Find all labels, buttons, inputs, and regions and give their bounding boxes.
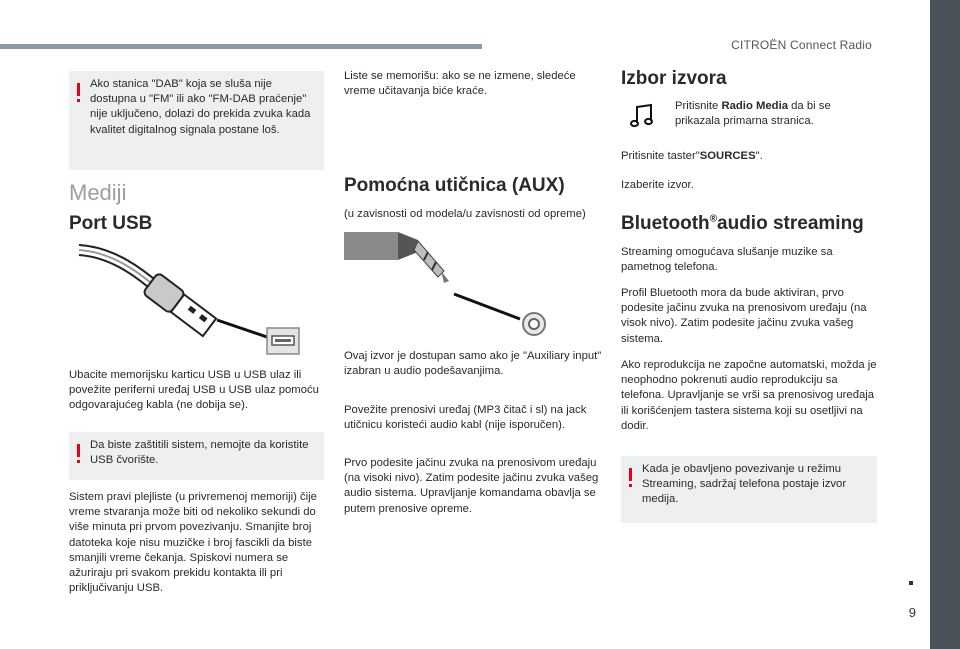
bt-playback: Ako reprodukcija ne započne automatski, možda je neophodno pokrenuti audio reprodukciju sa telefona. Upravljanje se vrši sa prenosivog uređaja ili korišćenjem tastera sistema koji su osetljivi na dodir. xyxy=(621,359,877,432)
bt-streaming: Streaming omogućava slušanje muzike sa pametnog telefona. xyxy=(621,246,833,274)
note-dab: Ako stanica "DAB" koja se sluša nije dostupna u "FM" ili ako "FM-DAB praćenje" nije uključeno, dolazi do prekida zvuka kada kvalitet digitalnog signala postane loš. xyxy=(69,71,324,170)
playlist-info: Sistem pravi plejliste (u privremenoj memoriji) čije vreme stvaranja može biti od nekoliko sekundi do više minuta pri prvom povezivanju. Smanjite broj datoteka koje nisu muzičke i broj fascikli da biste smanjili vreme čekanja. Spiskovi numera se ažuriraju pri svakom prekidu kontakta ili pri priključivanju USB. xyxy=(69,491,317,595)
usb-instructions: Ubacite memorijsku karticu USB u USB ulaz ili povežite periferni uređaj USB u USB ulaz pomoću odgovarajućeg kabla (ne dobija se). xyxy=(69,369,319,412)
exclamation-icon xyxy=(629,468,632,481)
jack-plug-icon xyxy=(344,226,554,341)
press-radio-media: Pritisnite Radio Media da bi se prikazala primarna stranica. xyxy=(675,100,831,128)
bt-profile: Profil Bluetooth mora da bude aktiviran, prvo podesite jačinu zvuka na prenosivom uređaju (na visok nivo). Zatim podesite jačinu zvuka vašeg sistema. xyxy=(621,287,867,345)
page-number: 9 xyxy=(908,605,916,620)
brand-header: CITROËN Connect Radio xyxy=(731,38,872,52)
choose-source: Izaberite izvor. xyxy=(621,179,694,191)
aux-volume: Prvo podesite jačinu zvuka na prenosivom uređaju (na visoki nivo). Zatim podesite jačinu zvuka vašeg audio sistema. Upravljanje komandama obavlja se putem prenosive opreme. xyxy=(344,457,599,515)
note-usb: Da biste zaštitili sistem, nemojte da koristite USB čvorište. xyxy=(69,432,324,480)
note-bt: Kada je obavljeno povezivanje u režimu Streaming, sadržaj telefona postaje izvor medija. xyxy=(621,456,877,523)
exclamation-icon xyxy=(77,83,80,96)
usb-plug-icon xyxy=(79,240,309,360)
bluetooth-title: Bluetooth®audio streaming xyxy=(621,213,864,234)
aux-connect: Povežite prenosivi uređaj (MP3 čitač i sl) na jack utičnicu koristeći audio kabl (nije isporučen). xyxy=(344,404,587,432)
continue-marker xyxy=(909,581,913,585)
press-sources: Pritisnite taster"SOURCES". xyxy=(621,150,763,162)
section-title: Mediji xyxy=(69,180,127,205)
source-title: Izbor izvora xyxy=(621,68,727,89)
usb-title: Port USB xyxy=(69,213,153,234)
aux-title: Pomoćna utičnica (AUX) xyxy=(344,175,565,196)
aux-availability: Ovaj izvor je dostupan samo ako je "Auxiliary input" izabran u audio podešavanjima. xyxy=(344,350,602,378)
exclamation-icon xyxy=(77,444,80,457)
aux-subtitle: (u zavisnosti od modela/u zavisnosti od opreme) xyxy=(344,208,586,220)
memory-info: Liste se memorišu: ako se ne izmene, sledeće vreme učitavanja biće kraće. xyxy=(344,70,576,98)
top-rule xyxy=(0,44,482,49)
side-bar xyxy=(930,0,960,649)
music-note-icon xyxy=(629,103,655,129)
